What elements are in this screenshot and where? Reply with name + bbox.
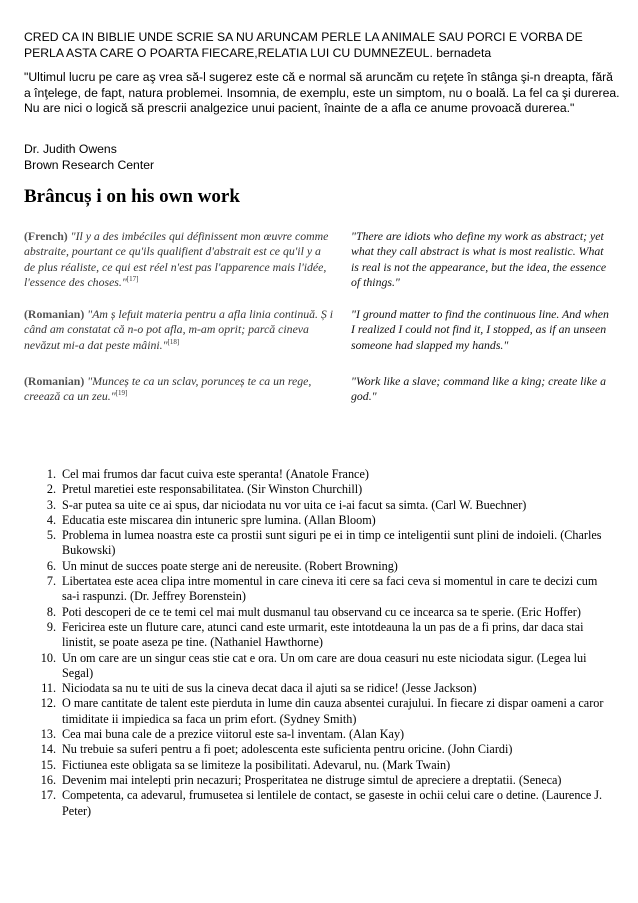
list-number: 7.	[46, 574, 56, 589]
list-item	[0, 773, 607, 788]
list-text: Cel mai frumos dar facut cuiva este speranta! (Anatole France)	[62, 467, 369, 481]
quote-language: (Romanian)	[24, 307, 85, 321]
list-item	[0, 758, 607, 773]
list-text: Un om care are un singur ceas stie cat e ora. Un om care are doua ceasuri nu este niciodata sigur. (Legea lui Segal)	[62, 650, 587, 680]
list-number: 6.	[46, 558, 56, 573]
intro-paragraph: CRED CA IN BIBLIE UNDE SCRIE SA NU ARUNCAM PERLE LA ANIMALE SAU PORCI E VORBA DE PERLA ASTA CARE O POARTA FIECARE,RELATIA LUI CU DUMNEZEUL. bernadeta	[24, 30, 583, 60]
quote-language: (French)	[24, 229, 68, 243]
list-item	[0, 742, 607, 757]
list-number: 15.	[40, 757, 56, 772]
list-number: 5.	[46, 528, 56, 543]
list-item	[0, 467, 607, 482]
quote-translation-text: "There are idiots who define my work as abstract; yet what they call abstract is what is most realistic. What is real is not the appearance, but the idea, the essence of things."	[351, 229, 607, 289]
list-text: O mare cantitate de talent este pierduta in lume din cauza absentei curajului. In fiecare zi dispar oameni a caror timiditate ii impiedica sa faca un prim efort. (Sydney Smith)	[62, 696, 604, 726]
list-item	[0, 513, 607, 528]
list-text: Un minut de succes poate sterge ani de nereusite. (Robert Browning)	[62, 558, 398, 573]
list-number: 10.	[40, 650, 56, 665]
list-item	[0, 620, 607, 651]
list-item	[0, 788, 607, 819]
list-item	[0, 482, 607, 497]
quote-original-text: "Munceș te ca un sclav, porunceș te ca un rege, creează ca un zeu."	[24, 374, 312, 404]
list-item	[0, 528, 607, 559]
list-item	[0, 651, 607, 682]
quote-translation-text: "Work like a slave; command like a king; create like a god."	[351, 374, 607, 404]
citation-link[interactable]: [19]	[115, 389, 128, 398]
list-number: 17.	[40, 788, 56, 803]
list-item	[0, 681, 607, 696]
quote-translation	[351, 229, 614, 290]
author-organization: Brown Research Center	[24, 157, 155, 172]
quote-translation	[351, 374, 614, 405]
list-number: 13.	[40, 727, 56, 742]
list-number: 14.	[40, 742, 56, 757]
quote-original	[24, 307, 334, 353]
list-number: 12.	[40, 696, 56, 711]
list-text: Fericirea este un fluture care, atunci cand este urmarit, este intotdeauna la un pas de a fi prins, dar daca stai linistit, se poate aseza pe tine. (Nathaniel Hawthorne)	[62, 619, 584, 650]
quote-attribution	[24, 142, 620, 173]
citation-link[interactable]: [17]	[126, 274, 139, 283]
owens-quote: "Ultimul lucru pe care aş vrea să-l sugerez este că e normal să aruncăm cu reţete în stânga şi-n dreapta, fără a înţelege, de fapt, natura problemei. Insomnia, de exemplu, este un simptom, nu o boală. La fel ca şi durerea. Nu are nici o logică să prescrii analgezice unui pacient, înainte de a afla ce anume provoacă durerea."	[24, 70, 620, 116]
list-text: Nu trebuie sa suferi pentru a fi poet; adolescenta este suficienta pentru oricine. (John Ciardi)	[62, 742, 513, 757]
list-item	[0, 574, 607, 605]
list-text: Devenim mai intelepti prin necazuri; Prosperitatea ne distruge simtul de apreciere a dreptatii. (Seneca)	[62, 772, 562, 787]
quote-original-text: "Am ș lefuit materia pentru a afla linia continuă. Ș i când am constatat că n-o pot afla, m-am oprit; parcă cineva nevăzut mi-a dat peste mâini."	[24, 307, 334, 352]
quote-translation-text: "I ground matter to find the continuous line. And when I realized I could not find it, I stopped, as if an unseen someone had slapped my hands."	[351, 307, 609, 352]
list-number: 8.	[46, 604, 56, 619]
quote-original	[24, 374, 334, 405]
list-text: Libertatea este acea clipa intre momentul in care cineva iti cere sa faci ceva si momentul in care te decizi cum sa-i raspunzi. (Dr. Jeffrey Borenstein)	[62, 574, 598, 604]
list-item	[0, 727, 607, 742]
list-item	[0, 498, 607, 513]
list-text: S-ar putea sa uite ce ai spus, dar niciodata nu vor uita ce i-ai facut sa simta. (Carl W. Buechner)	[62, 497, 527, 512]
list-item	[0, 605, 607, 620]
list-number: 9.	[46, 619, 56, 634]
list-number: 1.	[46, 467, 56, 481]
list-number: 11.	[41, 681, 56, 696]
list-text: Problema in lumea noastra este ca prostii sunt siguri pe ei in timp ce inteligentii sunt plini de indoieli. (Charles Bukowski)	[62, 528, 602, 558]
list-text: Poti descoperi de ce te temi cel mai mult dusmanul tau observand cu ce incearca sa te sperie. (Eric Hoffer)	[62, 604, 581, 619]
list-text: Pretul maretiei este responsabilitatea. (Sir Winston Churchill)	[62, 482, 363, 497]
author-name: Dr. Judith Owens	[24, 142, 117, 156]
quote-original-text: "Il y a des imbéciles qui définissent mon œuvre comme abstraite, pourtant ce qu'ils qualifient d'abstrait est ce qu'il y a de plus réaliste, ce qui est réel n'est pas l'apparence mais l'idée, l'essence des choses."	[24, 229, 329, 289]
quote-translation	[351, 307, 614, 353]
list-number: 4.	[46, 512, 56, 527]
list-text: Fictiunea este obligata sa se limiteze la posibilitati. Adevarul, nu. (Mark Twain)	[62, 757, 451, 772]
list-text: Educatia este miscarea din intuneric spre lumina. (Allan Bloom)	[62, 512, 376, 527]
list-text: Competenta, ca adevarul, frumusetea si lentilele de contact, se gaseste in ochii celui care o detine. (Laurence J. Peter)	[62, 788, 603, 818]
list-text: Niciodata sa nu te uiti de sus la cineva decat daca il ajuti sa se ridice! (Jesse Jackson)	[62, 681, 477, 696]
list-item	[0, 696, 607, 727]
citation-link[interactable]: [18]	[167, 337, 180, 346]
quotes-list	[0, 467, 638, 819]
quote-language: (Romanian)	[24, 374, 85, 388]
list-item	[0, 559, 607, 574]
list-number: 3.	[46, 497, 56, 512]
section-heading: Brâncuș i on his own work	[24, 186, 240, 207]
quote-original	[24, 229, 334, 290]
list-text: Cea mai buna cale de a prezice viitorul este sa-l inventam. (Alan Kay)	[62, 727, 405, 742]
list-number: 2.	[46, 482, 56, 497]
list-number: 16.	[40, 772, 56, 787]
